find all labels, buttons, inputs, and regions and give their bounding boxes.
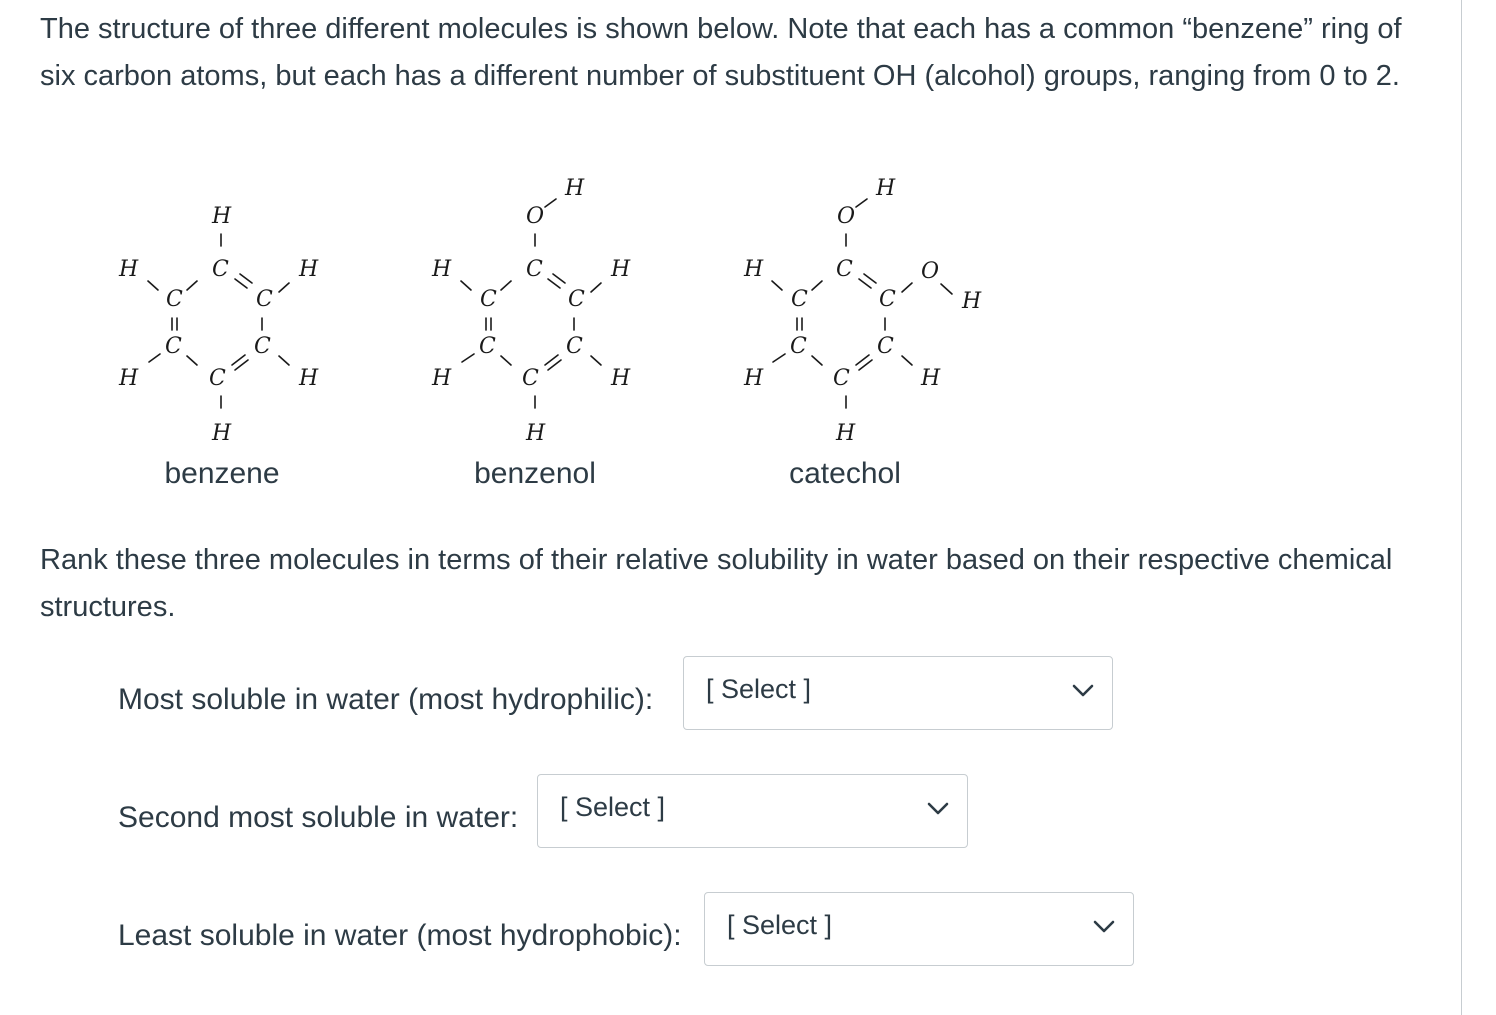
question-paragraph: Rank these three molecules in terms of their relative solubility in water based on their respective chemical structures. xyxy=(40,544,1393,623)
second-soluble-label: Second most soluble in water: xyxy=(118,801,519,834)
benzene-h-upper-left: H xyxy=(119,257,139,282)
least-soluble-select-value: [ Select ] xyxy=(727,910,833,940)
molecule-label-catechol: catechol xyxy=(789,457,901,490)
benzenol-c-top: C xyxy=(526,257,543,282)
bond xyxy=(773,354,785,362)
bond xyxy=(461,281,471,290)
bond xyxy=(591,283,601,292)
bond xyxy=(187,356,197,365)
catechol-h-upper-left: H xyxy=(744,257,764,282)
bond xyxy=(462,354,474,362)
bond xyxy=(501,356,511,365)
catechol-c-upper-left: C xyxy=(791,287,808,312)
benzene-c-top: C xyxy=(212,257,229,282)
benzenol-c-lower-left: C xyxy=(479,334,496,359)
most-soluble-select[interactable] xyxy=(683,656,1113,730)
benzenol-o: O xyxy=(526,204,545,229)
benzene-h-upper-right: H xyxy=(299,257,319,282)
least-soluble-label: Least soluble in water (most hydrophobic): xyxy=(118,919,682,952)
catechol-c-upper-right: C xyxy=(879,287,896,312)
catechol-h-hydroxyl-right: H xyxy=(962,289,982,314)
bond xyxy=(591,356,601,365)
bond xyxy=(902,283,912,292)
catechol-h-lower-right: H xyxy=(921,366,941,391)
benzene-c-upper-left: C xyxy=(166,287,183,312)
benzene-h-lower-right: H xyxy=(299,366,319,391)
benzenol-h-lower-left: H xyxy=(432,366,452,391)
benzenol-c-lower-right: C xyxy=(566,334,583,359)
benzenol-h-hydroxyl: H xyxy=(565,176,585,201)
catechol-structure xyxy=(743,176,982,446)
structures-svg xyxy=(0,160,1000,500)
bond xyxy=(772,281,782,290)
benzenol-c-upper-left: C xyxy=(480,287,497,312)
molecule-label-benzenol: benzenol xyxy=(474,457,596,490)
bond xyxy=(501,281,511,290)
molecule-label-benzene: benzene xyxy=(164,457,280,490)
molecule-structures xyxy=(0,160,1000,500)
intro-paragraph: The structure of three different molecules is shown below. Note that each has a common “benzene” ring of six carbon atoms, but each has a different number of substituent OH (alcohol) groups, ranging from 0 to 2. xyxy=(40,13,1402,92)
benzene-h-top: H xyxy=(212,204,232,229)
most-soluble-label: Most soluble in water (most hydrophilic): xyxy=(118,683,654,716)
benzenol-h-lower-right: H xyxy=(611,366,631,391)
catechol-c-top: C xyxy=(836,257,853,282)
bond xyxy=(149,354,160,362)
bond xyxy=(187,281,197,290)
benzene-c-bottom: C xyxy=(209,366,226,391)
catechol-h-lower-left: H xyxy=(744,366,764,391)
benzene-c-lower-right: C xyxy=(254,334,271,359)
benzene-structure xyxy=(118,204,319,446)
benzenol-h-upper-right: H xyxy=(611,257,631,282)
benzene-h-bottom: H xyxy=(212,421,232,446)
catechol-o-top: O xyxy=(837,204,856,229)
second-soluble-select-value: [ Select ] xyxy=(560,792,666,822)
bond xyxy=(553,274,565,283)
bond xyxy=(279,283,289,292)
bond xyxy=(545,199,556,207)
bond xyxy=(548,279,560,288)
bond xyxy=(812,356,822,365)
benzenol-h-bottom: H xyxy=(526,421,546,446)
benzenol-c-upper-right: C xyxy=(568,287,585,312)
bond xyxy=(902,356,912,365)
catechol-c-lower-left: C xyxy=(790,334,807,359)
bond xyxy=(941,284,952,294)
most-soluble-select-value: [ Select ] xyxy=(706,674,812,704)
bond xyxy=(856,199,867,207)
catechol-h-hydroxyl-top: H xyxy=(876,176,896,201)
bond xyxy=(235,279,247,288)
catechol-o-right: O xyxy=(921,259,940,284)
bond xyxy=(240,274,252,283)
second-soluble-select[interactable] xyxy=(537,774,968,848)
chevron-down-icon xyxy=(927,802,949,816)
catechol-c-bottom: C xyxy=(833,366,850,391)
benzene-h-lower-left: H xyxy=(119,366,139,391)
benzene-c-upper-right: C xyxy=(256,287,273,312)
catechol-c-lower-right: C xyxy=(877,334,894,359)
benzene-c-lower-left: C xyxy=(165,334,182,359)
chevron-down-icon xyxy=(1072,684,1094,698)
bond xyxy=(859,279,871,288)
benzenol-structure xyxy=(431,176,631,446)
page-right-divider xyxy=(1461,0,1462,1015)
bond xyxy=(812,281,822,290)
benzenol-h-upper-left: H xyxy=(432,257,452,282)
bond xyxy=(279,356,289,365)
bond xyxy=(148,281,158,290)
chevron-down-icon xyxy=(1093,920,1115,934)
least-soluble-select[interactable] xyxy=(704,892,1134,966)
benzenol-c-bottom: C xyxy=(522,366,539,391)
bond xyxy=(864,274,876,283)
catechol-h-bottom: H xyxy=(836,421,856,446)
